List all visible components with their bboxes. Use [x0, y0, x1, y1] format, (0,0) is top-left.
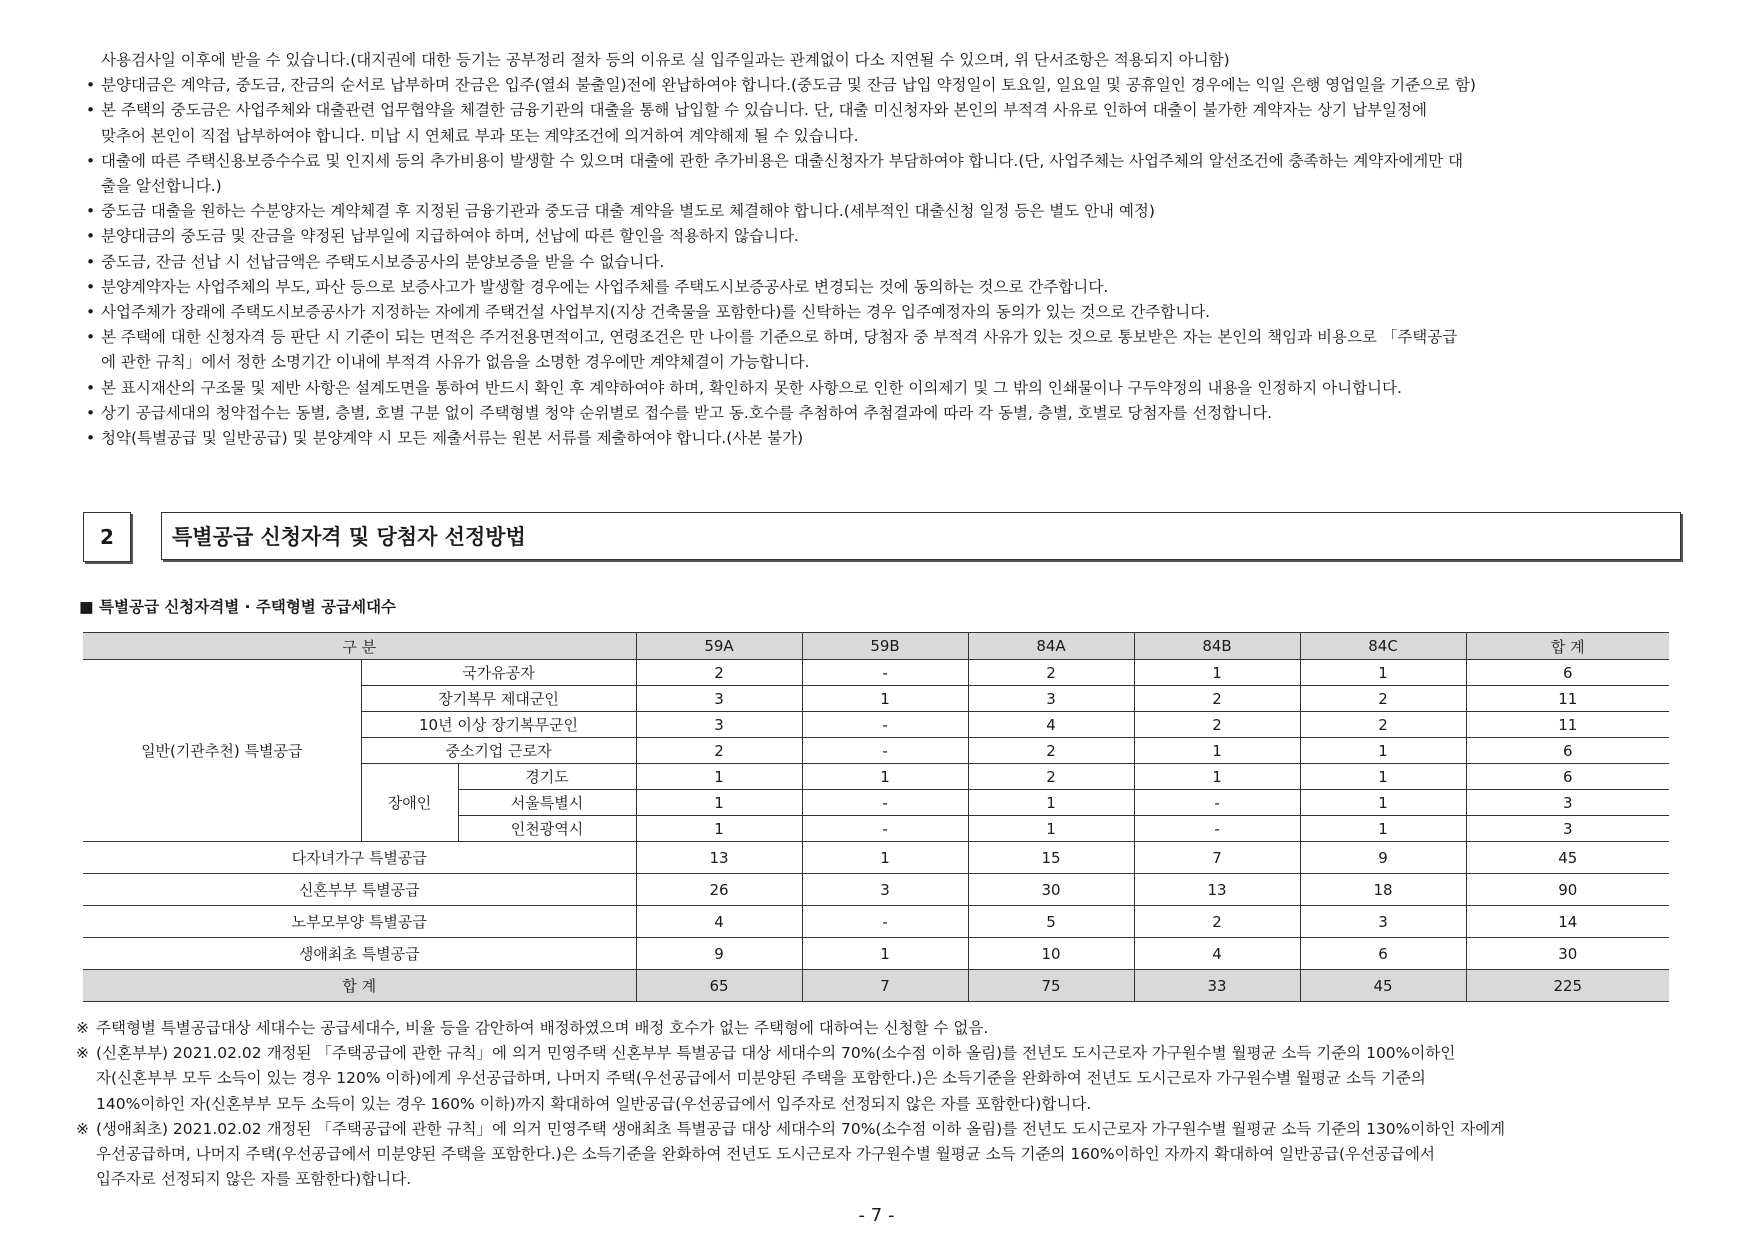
header-total: 합 계 — [1466, 633, 1669, 660]
page-number: - 7 - — [858, 1205, 895, 1226]
bullet-line: • 중도금 대출을 원하는 수분양자는 계약체결 후 지정된 금융기관과 중도금 대출 계약을 별도로 체결해야 합니다.(세부적인 대출신청 일정 등은 별도 안내 예정) — [101, 202, 1155, 221]
note-item — [76, 1016, 1696, 1041]
section-number: 2 — [83, 512, 131, 562]
header-type: 59A — [636, 633, 802, 660]
table-notes — [76, 1016, 1696, 1192]
table-cell: 33 — [1134, 970, 1300, 1002]
table-cell: 13 — [1134, 874, 1300, 906]
table-cell: 4 — [1134, 938, 1300, 970]
row-label: 10년 이상 장기복무군인 — [361, 712, 636, 738]
table-row — [83, 938, 1669, 970]
table-cell: 13 — [636, 842, 802, 874]
header-category: 구 분 — [83, 633, 636, 660]
table-cell: 2 — [968, 764, 1134, 790]
bullet-line: 에 관한 규칙」에서 정한 소명기간 이내에 부적격 사유가 없음을 소명한 경우에만 계약체결이 가능합니다. — [101, 353, 810, 372]
note-line: (생애최초) 2021.02.02 개정된 「주택공급에 관한 규칙」에 의거 민영주택 생애최초 특별공급 대상 세대수의 70%(소수점 이하 올림)를 전년도 도시근로자 가구원수별 월평균 소득 기준의 130%이하인 자에게 — [96, 1119, 1506, 1138]
note-item — [76, 1041, 1696, 1117]
note-line: 주택형별 특별공급대상 세대수는 공급세대수, 비율 등을 감안하여 배정하였으며 배정 호수가 없는 주택형에 대하여는 신청할 수 없음. — [96, 1019, 989, 1037]
bullet-line: • 사업주체가 장래에 주택도시보증공사가 지정하는 자에게 주택건설 사업부지(지상 건축물을 포함한다)를 신탁하는 경우 입주예정자의 동의가 있는 것으로 간주합니다. — [101, 303, 1211, 322]
note-line: (신혼부부) 2021.02.02 개정된 「주택공급에 관한 규칙」에 의거 민영주택 신혼부부 특별공급 대상 세대수의 70%(소수점 이하 올림)를 전년도 도시근로자 가구원수별 월평균 소득 기준의 100%이하인 — [96, 1044, 1456, 1063]
header-type: 84B — [1134, 633, 1300, 660]
note-line: 자(신혼부부 모두 소득이 있는 경우 120% 이하)에게 우선공급하며, 나머지 주택(우선공급에서 미분양된 주택을 포함한다.)은 소득기준을 완화하여 전년도 도시근로자 가구원수별 월평균 소득 기준의 — [96, 1069, 1426, 1088]
bullet-item — [86, 73, 1686, 98]
table-cell: 75 — [968, 970, 1134, 1002]
table-cell: 225 — [1466, 970, 1669, 1002]
table-cell: 1 — [1134, 738, 1300, 764]
table-cell: 1 — [802, 938, 968, 970]
table-cell: 7 — [1134, 842, 1300, 874]
table-cell: 1 — [968, 816, 1134, 842]
table-cell: 6 — [1300, 938, 1466, 970]
bullet-item — [86, 426, 1686, 451]
table-cell: 45 — [1466, 842, 1669, 874]
bullet-item — [86, 325, 1686, 375]
table-body — [83, 660, 1669, 1002]
row-label: 경기도 — [458, 764, 636, 790]
table-row — [83, 842, 1669, 874]
table-row — [83, 906, 1669, 938]
bullet-item — [86, 376, 1686, 401]
table-cell: 1 — [968, 790, 1134, 816]
bullet-item — [86, 98, 1686, 148]
row-label: 노부모부양 특별공급 — [83, 906, 636, 938]
bullet-line: 출을 알선합니다.) — [101, 177, 222, 196]
table-cell: 11 — [1466, 712, 1669, 738]
table-cell: 2 — [1300, 686, 1466, 712]
table-cell: 2 — [1300, 712, 1466, 738]
table-cell: 3 — [636, 712, 802, 738]
table-cell: 3 — [636, 686, 802, 712]
table-cell: 30 — [968, 874, 1134, 906]
table-cell: 6 — [1466, 660, 1669, 686]
table-cell: - — [802, 712, 968, 738]
note-mark: ※ — [76, 1119, 89, 1138]
table-cell: 18 — [1300, 874, 1466, 906]
table-cell: 2 — [968, 738, 1134, 764]
table-cell: 2 — [636, 738, 802, 764]
table-cell: 65 — [636, 970, 802, 1002]
table-cell: 2 — [636, 660, 802, 686]
table-row — [83, 660, 1669, 686]
note-mark: ※ — [76, 1044, 89, 1063]
table-cell: 6 — [1466, 764, 1669, 790]
table-cell: 1 — [636, 764, 802, 790]
table-cell: 1 — [1134, 660, 1300, 686]
bullet-line: • 중도금, 잔금 선납 시 선납금액은 주택도시보증공사의 분양보증을 받을 수 없습니다. — [101, 252, 665, 271]
table-cell: 15 — [968, 842, 1134, 874]
table-cell: 3 — [1300, 906, 1466, 938]
row-label: 장기복무 제대군인 — [361, 686, 636, 712]
table-cell: 4 — [636, 906, 802, 938]
table-cell: 5 — [968, 906, 1134, 938]
bullet-line: • 분양계약자는 사업주체의 부도, 파산 등으로 보증사고가 발생할 경우에는 사업주체를 주택도시보증공사로 변경되는 것에 동의하는 것으로 간주합니다. — [101, 277, 1109, 296]
row-label: 신혼부부 특별공급 — [83, 874, 636, 906]
table-cell: - — [802, 790, 968, 816]
bullet-line: • 본 표시재산의 구조물 및 제반 사항은 설계도면을 통하여 반드시 확인 후 계약하여야 하며, 확인하지 못한 사항으로 인한 이의제기 및 그 밖의 인쇄물이나 구두약정의 내용을 인정하지 아니합니다. — [101, 378, 1402, 397]
table-cell: 1 — [802, 764, 968, 790]
table-cell: 90 — [1466, 874, 1669, 906]
table-cell: 3 — [1466, 816, 1669, 842]
table-heading: ■ 특별공급 신청자격별 · 주택형별 공급세대수 — [79, 598, 397, 616]
note-line: 140%이하인 자(신혼부부 모두 소득이 있는 경우 160% 이하)까지 확대하여 일반공급(우선공급에서 입주자로 선정되지 않은 자를 포함한다)합니다. — [96, 1094, 1092, 1113]
bullet-item — [86, 199, 1686, 224]
table-cell: 1 — [636, 816, 802, 842]
header-type: 59B — [802, 633, 968, 660]
row-label: 다자녀가구 특별공급 — [83, 842, 636, 874]
header-type: 84C — [1300, 633, 1466, 660]
bullet-item — [86, 300, 1686, 325]
bullet-line: 맞추어 본인이 직접 납부하여야 합니다. 미납 시 연체료 부과 또는 계약조건에 의거하여 계약해제 될 수 있습니다. — [101, 126, 859, 145]
note-mark: ※ — [76, 1019, 89, 1037]
notice-bullets — [86, 48, 1686, 451]
table-cell: 3 — [1466, 790, 1669, 816]
bullet-line: • 분양대금의 중도금 및 잔금을 약정된 납부일에 지급하여야 하며, 선납에 따른 할인을 적용하지 않습니다. — [101, 227, 799, 246]
table-cell: 2 — [1134, 686, 1300, 712]
table-cell: 45 — [1300, 970, 1466, 1002]
bullet-line: • 본 주택의 중도금은 사업주체와 대출관련 업무협약을 체결한 금융기관의 대출을 통해 납입할 수 있습니다. 단, 대출 미신청자와 본인의 부적격 사유로 인하여 대출이 불가한 계약자는 상기 납부일정에 — [101, 101, 1427, 120]
row-label: 서울특별시 — [458, 790, 636, 816]
table-cell: 11 — [1466, 686, 1669, 712]
total-label: 합 계 — [83, 970, 636, 1002]
table-cell: 1 — [1300, 660, 1466, 686]
table-cell: 2 — [968, 660, 1134, 686]
table-cell: - — [1134, 790, 1300, 816]
table-cell: 10 — [968, 938, 1134, 970]
table-cell: 2 — [1134, 906, 1300, 938]
bullet-line: • 상기 공급세대의 청약접수는 동별, 층별, 호별 구분 없이 주택형별 청약 순위별로 접수를 받고 동.호수를 추첨하여 추첨결과에 따라 각 동별, 층별, 호별로 당첨자를 선정합니다. — [101, 403, 1273, 422]
table-cell: 1 — [1300, 790, 1466, 816]
table-cell: - — [802, 738, 968, 764]
table-cell: 7 — [802, 970, 968, 1002]
bullet-item — [86, 149, 1686, 199]
note-item — [76, 1117, 1696, 1193]
note-line: 입주자로 선정되지 않은 자를 포함한다)합니다. — [96, 1170, 412, 1189]
table-row — [83, 874, 1669, 906]
bullet-list — [86, 73, 1686, 451]
table-cell: - — [1134, 816, 1300, 842]
table-cell: 14 — [1466, 906, 1669, 938]
table-cell: 1 — [1134, 764, 1300, 790]
table-cell: 26 — [636, 874, 802, 906]
bullet-item — [86, 401, 1686, 426]
table-cell: 6 — [1466, 738, 1669, 764]
table-cell: - — [802, 660, 968, 686]
bullet-item — [86, 250, 1686, 275]
row-label: 생애최초 특별공급 — [83, 938, 636, 970]
table-cell: 3 — [968, 686, 1134, 712]
bullet-line: • 분양대금은 계약금, 중도금, 잔금의 순서로 납부하며 잔금은 입주(열쇠 불출일)전에 완납하여야 합니다.(중도금 및 잔금 납입 약정일이 토요일, 일요일 및 공휴일인 경우에는 익일 은행 영업일을 기준으로 함) — [101, 76, 1476, 95]
bullet-continuation: 사용검사일 이후에 받을 수 있습니다.(대지권에 대한 등기는 공부정리 절차 등의 이유로 실 입주일과는 관계없이 다소 지연될 수 있으며, 위 단서조항은 적용되지 아니함) — [101, 51, 1230, 69]
table-cell: 30 — [1466, 938, 1669, 970]
row-label: 중소기업 근로자 — [361, 738, 636, 764]
table-cell: - — [802, 906, 968, 938]
table-cell: 1 — [802, 842, 968, 874]
table-total-row — [83, 970, 1669, 1002]
table-cell: - — [802, 816, 968, 842]
table-cell: 1 — [1300, 816, 1466, 842]
table-cell: 1 — [1300, 764, 1466, 790]
row-subgroup-label: 장애인 — [361, 764, 458, 842]
row-group-label: 일반(기관추천) 특별공급 — [83, 660, 361, 842]
bullet-item — [86, 224, 1686, 249]
table-cell: 4 — [968, 712, 1134, 738]
table-cell: 2 — [1134, 712, 1300, 738]
table-cell: 9 — [636, 938, 802, 970]
bullet-line: • 청약(특별공급 및 일반공급) 및 분양계약 시 모든 제출서류는 원본 서류를 제출하여야 합니다.(사본 불가) — [101, 429, 804, 448]
table-cell: 3 — [802, 874, 968, 906]
section-title: 특별공급 신청자격 및 당첨자 선정방법 — [161, 512, 1681, 560]
supply-table — [83, 632, 1669, 1002]
bullet-line: • 대출에 따른 주택신용보증수수료 및 인지세 등의 추가비용이 발생할 수 있으며 대출에 관한 추가비용은 대출신청자가 부담하여야 합니다.(단, 사업주체는 사업주체의 알선조건에 충족하는 계약자에게만 대 — [101, 151, 1464, 170]
row-label: 인천광역시 — [458, 816, 636, 842]
bullet-item — [86, 275, 1686, 300]
table-cell: 1 — [1300, 738, 1466, 764]
table-cell: 1 — [802, 686, 968, 712]
bullet-line: • 본 주택에 대한 신청자격 등 판단 시 기준이 되는 면적은 주거전용면적이고, 연령조건은 만 나이를 기준으로 하며, 당첨자 중 부적격 사유가 있는 것으로 통보받은 자는 본인의 책임과 비용으로 「주택공급 — [101, 328, 1458, 347]
note-line: 우선공급하며, 나머지 주택(우선공급에서 미분양된 주택을 포함한다.)은 소득기준을 완화하여 전년도 도시근로자 가구원수별 월평균 소득 기준의 160%이하인 자까지 확대하여 일반공급(우선공급에서 — [96, 1145, 1435, 1164]
row-label: 국가유공자 — [361, 660, 636, 686]
table-cell: 1 — [636, 790, 802, 816]
table-cell: 9 — [1300, 842, 1466, 874]
table-header-row — [83, 633, 1669, 660]
header-type: 84A — [968, 633, 1134, 660]
